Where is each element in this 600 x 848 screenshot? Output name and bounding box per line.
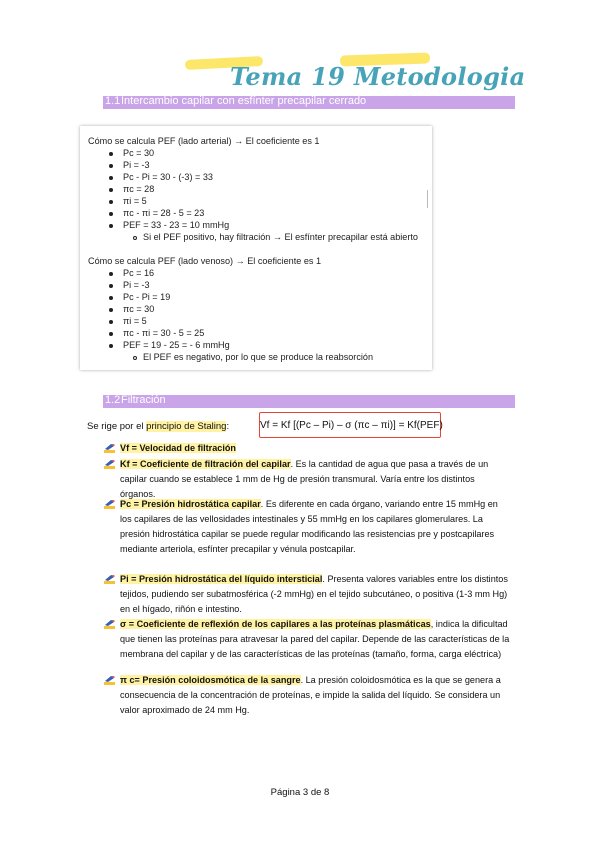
arterial-item: πc = 28 bbox=[123, 184, 155, 194]
highlighter-pen-icon bbox=[104, 500, 116, 509]
venoso-item: Pc - Pi = 19 bbox=[123, 292, 171, 302]
embedded-screenshot bbox=[80, 126, 432, 370]
arterial-item: Pc - Pi = 30 - (-3) = 33 bbox=[123, 172, 213, 182]
bullet-icon bbox=[109, 188, 113, 192]
arterial-item: πc - πi = 28 - 5 = 23 bbox=[123, 208, 205, 218]
arterial-item: PEF = 33 - 23 = 10 mmHg bbox=[123, 220, 230, 230]
scrollbar bbox=[427, 190, 428, 208]
highlighter-pen-icon bbox=[104, 460, 116, 469]
definition-item bbox=[120, 673, 510, 718]
definition-text: . Presenta valores variables entre los distintos tejidos, pudiendo ser subatmosférica (-2 mmHg) en el tejido subcutáneo, o positiva (1-3 mm Hg) en el hígado, riñón e intestino. bbox=[120, 574, 508, 614]
text: Se rige por el bbox=[87, 421, 147, 432]
arterial-item: Pc = 30 bbox=[123, 148, 155, 158]
bullet-icon bbox=[109, 344, 113, 348]
text: : bbox=[226, 421, 230, 432]
section-title: Filtración bbox=[121, 394, 166, 406]
definition-text: , indica la dificultad que tienen las proteínas para atravesar la pared del capilar. Depende de las características de la membrana del capilar y de las características de las proteínas (tamaño, forma, carga eléctrica) bbox=[120, 619, 510, 659]
arterial-item: πi = 5 bbox=[123, 196, 147, 206]
definition-term: σ = Coeficiente de reflexión de los capilares a las proteínas plasmáticas bbox=[120, 619, 431, 629]
bullet-icon bbox=[109, 200, 113, 204]
venoso-heading: Cómo se calcula PEF (lado venoso) → El coeficiente es 1 bbox=[88, 256, 322, 266]
arterial-heading: Cómo se calcula PEF (lado arterial) → El coeficiente es 1 bbox=[88, 136, 320, 146]
starling-formula: Vf = Kf [(Pc – Pi) – σ (πc – πi)] = Kf(PEF) bbox=[259, 412, 441, 438]
definition-term: Kf = Coeficiente de filtración del capilar bbox=[120, 459, 291, 469]
venoso-item: Pc = 16 bbox=[123, 268, 155, 278]
definition-item bbox=[120, 497, 510, 557]
section-title: Intercambio capilar con esfínter precapilar cerrado bbox=[121, 95, 367, 107]
definition-item bbox=[120, 572, 510, 617]
venoso-item: πc = 30 bbox=[123, 304, 155, 314]
highlighter-pen-icon bbox=[104, 444, 116, 453]
definition-item bbox=[120, 457, 510, 502]
definition-item bbox=[120, 441, 510, 456]
bullet-icon bbox=[109, 164, 113, 168]
venoso-item: Pi = -3 bbox=[123, 280, 150, 290]
arterial-item: Pi = -3 bbox=[123, 160, 150, 170]
definition-text: . La presión coloidosmótica es la que se genera a consecuencia de la concentración de proteínas, e impide la salida del líquido. Se considera un valor aproximado de 24 mm Hg. bbox=[120, 675, 501, 715]
page-footer: Página 3 de 8 bbox=[270, 787, 330, 798]
definition-item bbox=[120, 617, 510, 662]
section-number: 1.1 bbox=[105, 95, 121, 107]
venoso-note: El PEF es negativo, por lo que se produce la reabsorción bbox=[143, 352, 374, 362]
bullet-icon bbox=[109, 284, 113, 288]
definition-text: . Es la cantidad de agua que pasa a través de un capilar cuando se establece 1 mm de Hg de presión transmural. Varía entre los distintos órganos. bbox=[120, 459, 489, 499]
bullet-icon bbox=[109, 296, 113, 300]
definition-term: π c= Presión coloidosmótica de la sangre bbox=[120, 675, 301, 685]
highlighter-pen-icon bbox=[104, 676, 116, 685]
definition-text: . Es diferente en cada órgano, variando entre 15 mmHg en los capilares de las vellosidades intestinales y 55 mmHg en los capilares glomerulares. La presión hidrostática capilar se puede regular modificando las resistencias pre y postcapilares mediante arteriola, esfínter precapilar y vénula postcapilar. bbox=[120, 499, 498, 554]
sub-bullet-icon bbox=[133, 356, 137, 360]
highlighted-text: principio de Staling bbox=[146, 421, 227, 432]
arterial-note: Si el PEF positivo, hay filtración → El esfínter precapilar está abierto bbox=[143, 232, 418, 242]
bullet-icon bbox=[109, 176, 113, 180]
venoso-item: πi = 5 bbox=[123, 316, 147, 326]
bullet-icon bbox=[109, 308, 113, 312]
venoso-item: PEF = 19 - 25 = - 6 mmHg bbox=[123, 340, 230, 350]
definition-term: Vf = Velocidad de filtración bbox=[120, 443, 236, 453]
staling-intro bbox=[87, 421, 229, 432]
bullet-icon bbox=[109, 212, 113, 216]
section-number: 1.2 bbox=[105, 394, 121, 406]
highlighter-pen-icon bbox=[104, 620, 116, 629]
bullet-icon bbox=[109, 152, 113, 156]
bullet-icon bbox=[109, 332, 113, 336]
bullet-icon bbox=[109, 272, 113, 276]
page-title: Tema 19 Metodologia bbox=[230, 62, 526, 91]
sub-bullet-icon bbox=[133, 236, 137, 240]
definition-term: Pc = Presión hidrostática capilar bbox=[120, 499, 261, 509]
bullet-icon bbox=[109, 320, 113, 324]
definition-term: Pi = Presión hidrostática del líquido intersticial bbox=[120, 574, 323, 584]
section-heading-1 bbox=[103, 96, 515, 109]
venoso-item: πc - πi = 30 - 5 = 25 bbox=[123, 328, 205, 338]
section-heading-2 bbox=[103, 395, 515, 408]
bullet-icon bbox=[109, 224, 113, 228]
highlighter-pen-icon bbox=[104, 575, 116, 584]
